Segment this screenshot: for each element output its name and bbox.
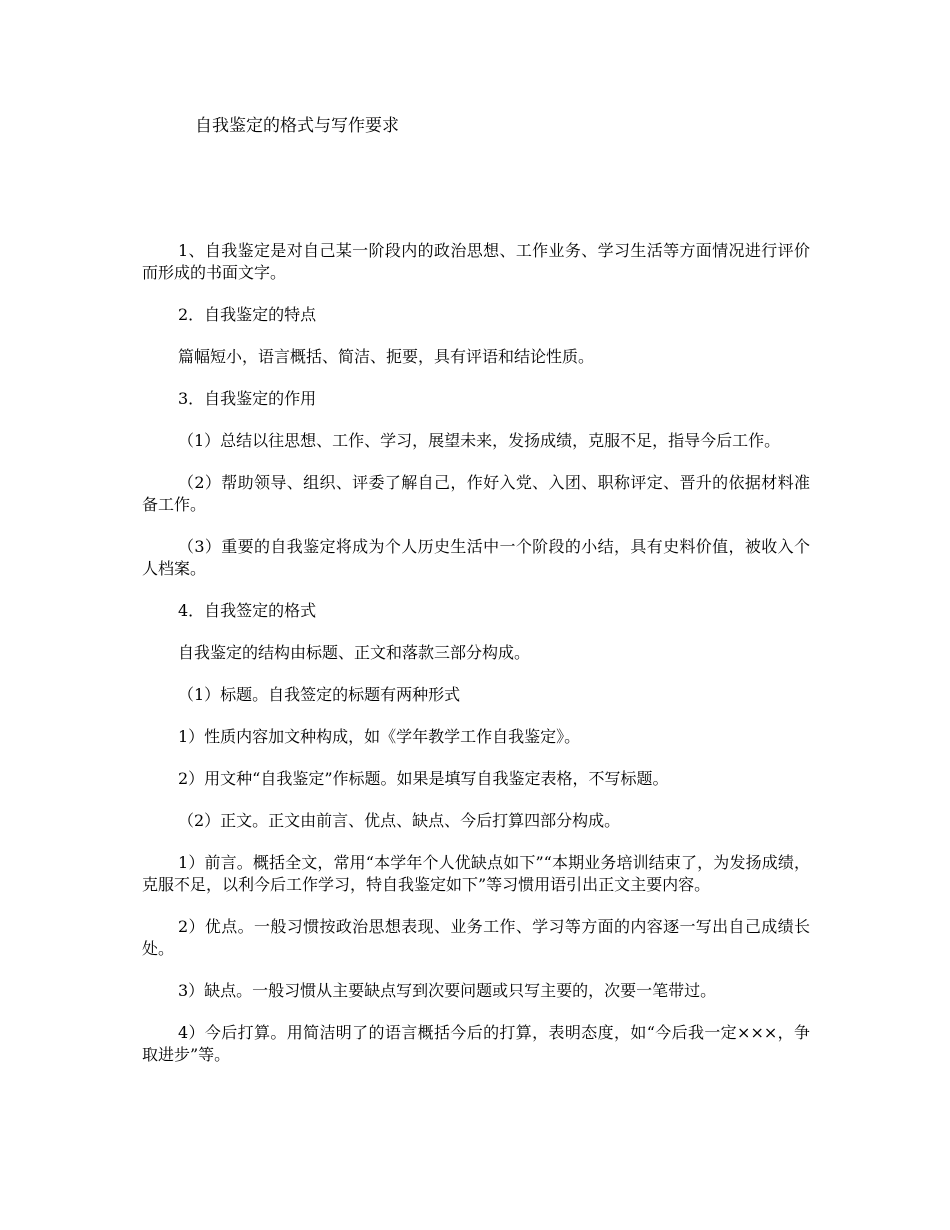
paragraph-title-forms: （1）标题。自我签定的标题有两种形式 — [178, 685, 461, 704]
paragraph-preface: 1）前言。概括全文，常用“本学年个人优缺点如下”“本期业务培训结束了，为发扬成绩，克服不足，以利今后工作学习，特自我鉴定如下”等习惯用语引出正文主要内容。 — [142, 853, 810, 894]
document-title: 自我鉴定的格式与写作要求 — [195, 116, 399, 136]
paragraph-features: 篇幅短小，语言概括、简洁、扼要，具有评语和结论性质。 — [178, 347, 595, 366]
paragraph-definition: 1、自我鉴定是对自己某一阶段内的政治思想、工作业务、学习生活等方面情况进行评价而形成的书面文字。 — [142, 241, 810, 282]
document-body — [142, 240, 810, 1086]
paragraph-structure: 自我鉴定的结构由标题、正文和落款三部分构成。 — [178, 643, 531, 662]
heading-features: 2．自我鉴定的特点 — [178, 305, 317, 324]
paragraph-function-3: （3）重要的自我鉴定将成为个人历史生活中一个阶段的小结，具有史料价值，被收入个人档案。 — [142, 537, 810, 578]
paragraph-strengths: 2）优点。一般习惯按政治思想表现、业务工作、学习等方面的内容逐一写出自己成绩长处。 — [142, 917, 810, 958]
heading-functions: 3．自我鉴定的作用 — [178, 389, 317, 408]
paragraph-title-form-2: 2）用文种“自我鉴定”作标题。如果是填写自我鉴定表格，不写标题。 — [178, 769, 669, 788]
paragraph-body-structure: （2）正文。正文由前言、优点、缺点、今后打算四部分构成。 — [178, 811, 621, 830]
paragraph-function-2: （2）帮助领导、组织、评委了解自己，作好入党、入团、职称评定、晋升的依据材料准备工作。 — [142, 473, 810, 514]
paragraph-future-plans: 4）今后打算。用简洁明了的语言概括今后的打算，表明态度，如“今后我一定×××，争取进步”等。 — [142, 1023, 810, 1064]
heading-format: 4．自我签定的格式 — [178, 601, 317, 620]
paragraph-function-1: （1）总结以往思想、工作、学习，展望未来，发扬成绩，克服不足，指导今后工作。 — [178, 431, 781, 450]
paragraph-weaknesses: 3）缺点。一般习惯从主要缺点写到次要问题或只写主要的，次要一笔带过。 — [178, 981, 717, 1000]
paragraph-title-form-1: 1）性质内容加文种构成，如《学年教学工作自我鉴定》。 — [178, 727, 581, 746]
